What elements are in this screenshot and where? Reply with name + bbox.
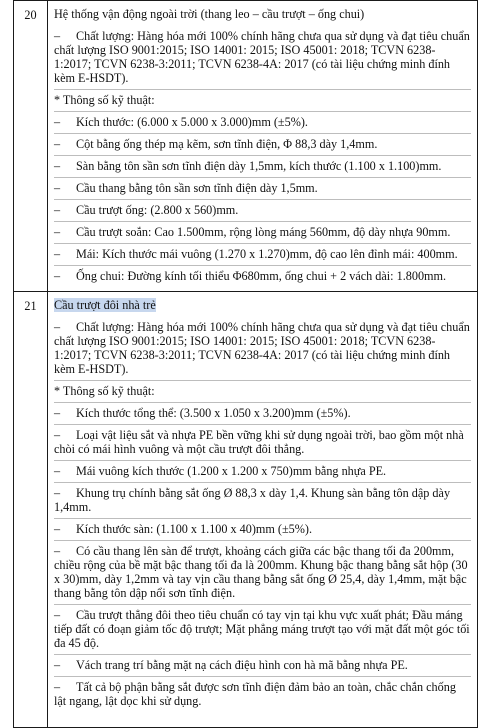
quality-text: – Chất lượng: Hàng hóa mới 100% chính hãng chưa qua sử dụng và đạt tiêu chuẩn chất lượng ISO 9001:2015; ISO 14001: 2015; ISO 45001: 2018; TCVN 6238-1:2017; TCVN 6238-3:2011; TCVN 6238-4A: 2017 (có tài liệu chứng minh đính kèm E-HSDT). [54,320,470,376]
spec-item: – Kích thước tổng thể: (3.500 x 1.050 x 3.200)mm (±5%). [54,402,471,424]
item-title: Hệ thống vận động ngoài trời (thang leo – cầu trượt – ống chui) [54,7,365,21]
spec-item: – Sàn bằng tôn sần sơn tĩnh điện dày 1,5mm, kích thước (1.100 x 1.100)mm. [54,155,471,177]
table-row [14,1,478,292]
spec-item: – Có cầu thang lên sàn để trượt, khoảng cách giữa các bậc thang tối đa 200mm, chiều rộng của bề mặt bậc thang tối đa là 200mm. Khung bậc thang bằng sắt hộp (30 x 30)mm, dày 1,2mm và tay vịn cầu thang bằng sắt ống Ø 25,4, dày 1,4mm, mặt bậc thang bằng tôn dập nổi sơn tĩnh điện. [54,540,471,604]
bullet-dash: – [54,29,61,43]
spec-item: – Cầu trượt soắn: Cao 1.500mm, rộng lòng máng 560mm, độ dày nhựa 90mm. [54,221,471,243]
item-description [48,1,478,292]
highlighted-title: Cầu trượt đôi nhà trẻ [54,298,156,312]
spec-item: – Khung trụ chính bằng sắt ống Ø 88,3 x dày 1,4. Khung sàn bằng tôn dập dày 1,4mm. [54,482,471,518]
item-description [48,292,478,728]
spec-item: – Kích thước sàn: (1.100 x 1.100 x 40)mm (±5%). [54,518,471,540]
spec-item: – Cột bằng ống thép mạ kẽm, sơn tĩnh điện, Φ 88,3 dày 1,4mm. [54,133,471,155]
item-number: 21 [14,292,48,728]
spec-heading: * Thông số kỹ thuật: [54,89,471,111]
spec-item: – Mái vuông kích thước (1.200 x 1.200 x 750)mm bằng nhựa PE. [54,460,471,482]
item-number: 20 [14,1,48,292]
spec-item: – Loại vật liệu sắt và nhựa PE bền vững khi sử dụng ngoài trời, bao gồm một nhà chòi có mái hình vuông và một cầu trượt đôi thẳng. [54,424,471,460]
spec-item: – Ống chui: Đường kính tối thiểu Φ680mm, ống chui + 2 vách dài: 1.800mm. [54,265,471,287]
spec-item: – Cầu trượt thẳng đôi theo tiêu chuẩn có tay vịn tại khu vực xuất phát; Đầu máng tiếp đất có đoạn giảm tốc độ trượt; Mặt phẳng máng trượt tạo với mặt đất một góc tối đa 45 độ. [54,604,471,654]
spec-item: – Mái: Kích thước mái vuông (1.270 x 1.270)mm, độ cao lên đỉnh mái: 400mm. [54,243,471,265]
spec-item: – Cầu trượt ống: (2.800 x 560)mm. [54,199,471,221]
spec-item: – Vách trang trí bằng mặt nạ cách điệu hình con hà mã bằng nhựa PE. [54,654,471,676]
spec-item: – Tất cả bộ phận bằng sắt được sơn tĩnh điện đảm bảo an toàn, chắc chắn chống lật ngang, lật dọc khi sử dụng. [54,676,471,712]
spec-item: – Cầu thang bằng tôn sần sơn tĩnh điện dày 1,5mm. [54,177,471,199]
item-title [54,298,471,312]
spec-item: – Kích thước: (6.000 x 5.000 x 3.000)mm (±5%). [54,111,471,133]
equipment-spec-table [13,0,478,728]
spec-heading: * Thông số kỹ thuật: [54,380,471,402]
quality-text: – Chất lượng: Hàng hóa mới 100% chính hãng chưa qua sử dụng và đạt tiêu chuẩn chất lượng ISO 9001:2015; ISO 14001: 2015; ISO 45001: 2018; TCVN 6238-1:2017; TCVN 6238-3:2011; TCVN 6238-4A: 2017 (có tài liệu chứng minh đính kèm E-HSDT). [54,29,470,85]
table-row [14,292,478,728]
